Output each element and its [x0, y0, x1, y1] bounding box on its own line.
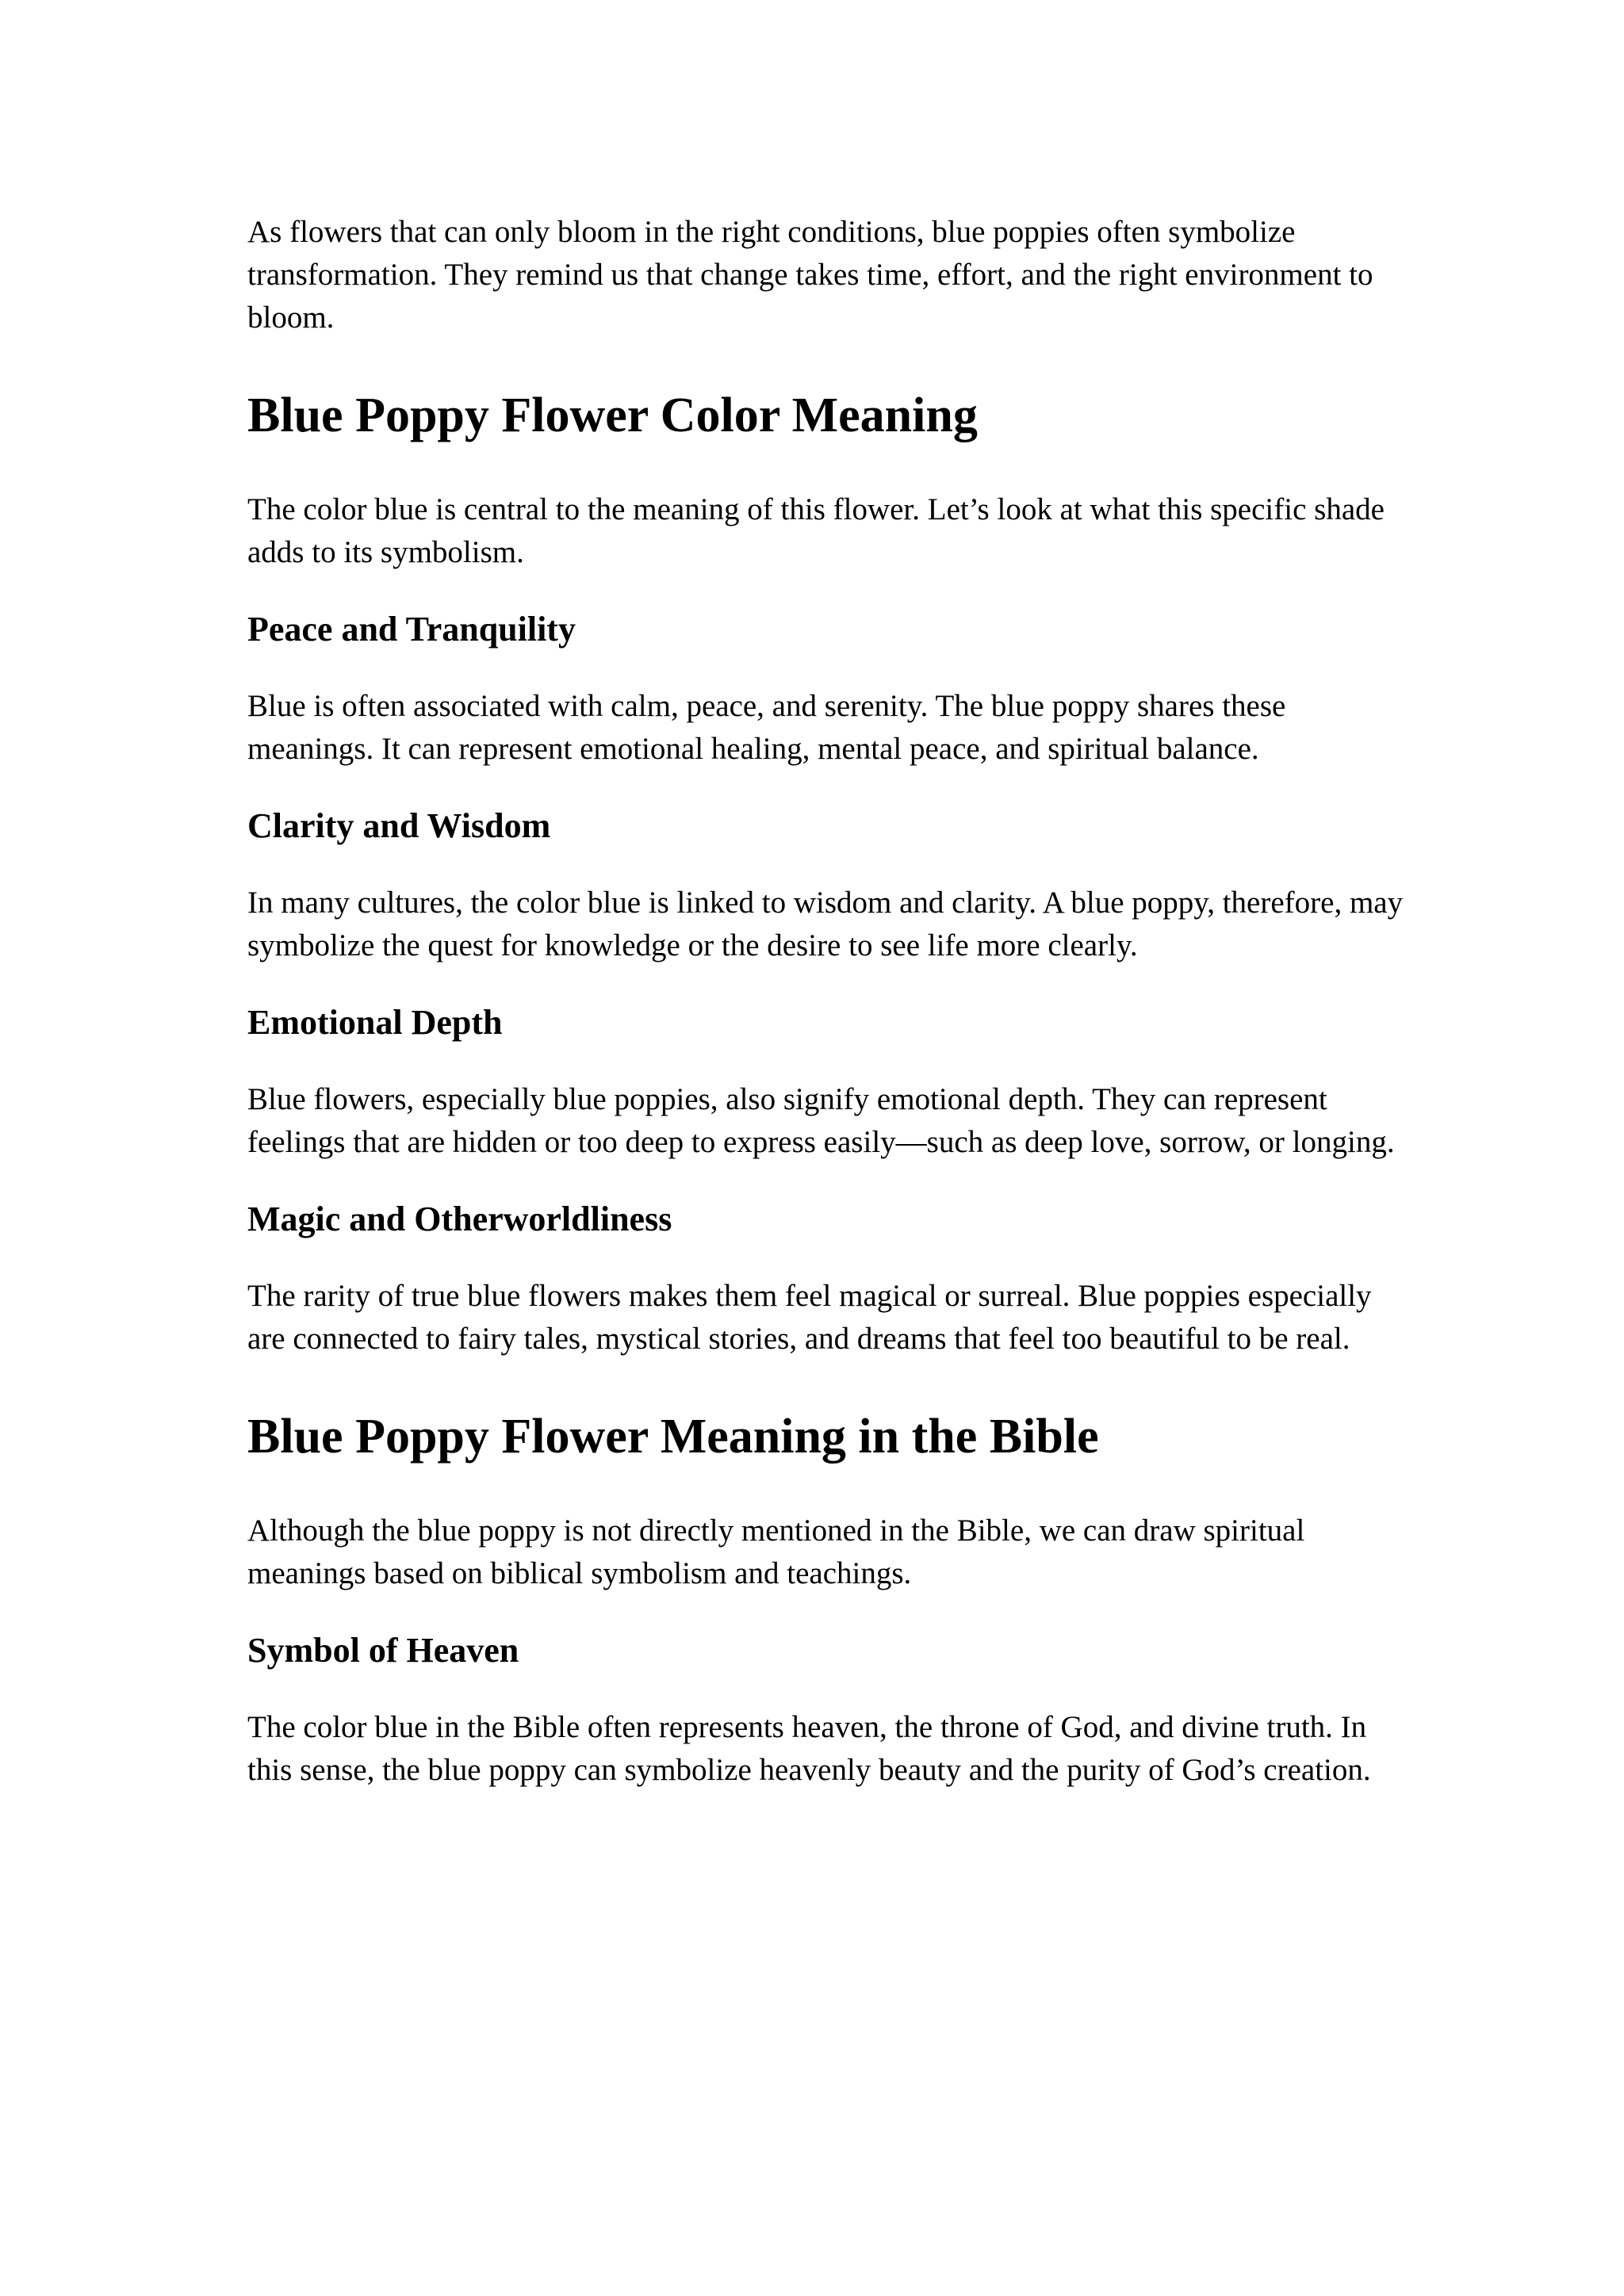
subheading-clarity-wisdom: Clarity and Wisdom: [247, 806, 551, 845]
subheading-emotional-depth: Emotional Depth: [247, 1003, 503, 1042]
section-intro-bible-meaning: Although the blue poppy is not directly mentioned in the Bible, we can draw spiritual meanings based on biblical symbolism and teachings.: [247, 1513, 1305, 1590]
section-intro-color-meaning: The color blue is central to the meaning of this flower. Let’s look at what this specific shade adds to its symbolism.: [247, 492, 1385, 569]
intro-paragraph: As flowers that can only bloom in the right conditions, blue poppies often symbolize transformation. They remind us that change takes time, effort, and the right environment to bloom.: [247, 215, 1373, 335]
paragraph-magic-otherworldliness: The rarity of true blue flowers makes them feel magical or surreal. Blue poppies especially are connected to fairy tales, mystical stories, and dreams that feel too beautiful to be real.: [247, 1279, 1372, 1356]
paragraph-clarity-wisdom: In many cultures, the color blue is linked to wisdom and clarity. A blue poppy, therefore, may symbolize the quest for knowledge or the desire to see life more clearly.: [247, 886, 1404, 962]
section-heading-bible-meaning: Blue Poppy Flower Meaning in the Bible: [247, 1410, 1099, 1464]
paragraph-peace-tranquility: Blue is often associated with calm, peace, and serenity. The blue poppy shares these meanings. It can represent emotional healing, mental peace, and spiritual balance.: [247, 689, 1286, 766]
paragraph-symbol-of-heaven: The color blue in the Bible often represents heaven, the throne of God, and divine truth. In this sense, the blue poppy can symbolize heavenly beauty and the purity of God’s creation.: [247, 1710, 1371, 1787]
document-page: [247, 211, 1405, 1792]
paragraph-emotional-depth: Blue flowers, especially blue poppies, also signify emotional depth. They can represent feelings that are hidden or too deep to express easily—such as deep love, sorrow, or longing.: [247, 1082, 1395, 1159]
subheading-symbol-of-heaven: Symbol of Heaven: [247, 1631, 519, 1670]
subheading-magic-otherworldliness: Magic and Otherworldliness: [247, 1200, 672, 1238]
section-heading-color-meaning: Blue Poppy Flower Color Meaning: [247, 388, 978, 442]
subheading-peace-tranquility: Peace and Tranquility: [247, 610, 576, 649]
